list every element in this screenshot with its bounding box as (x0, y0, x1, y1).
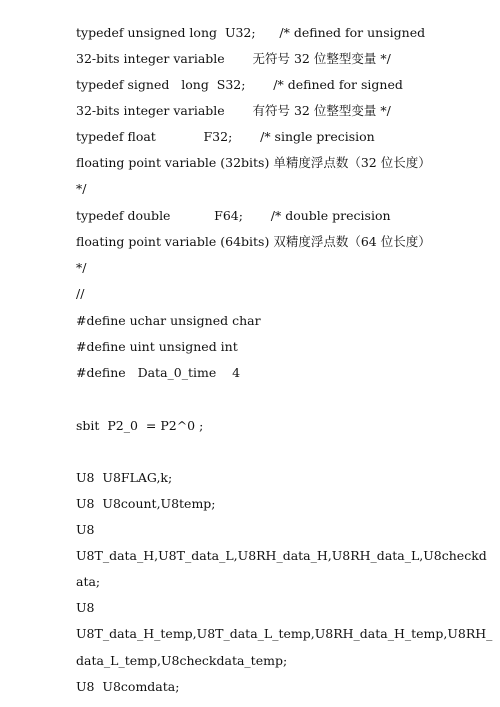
code-line-u8-data-vars-cont: ata; (76, 574, 101, 589)
code-line-typedef-f32: typedef float F32; /* single precision (76, 129, 375, 144)
code-line-typedef-u32: typedef unsigned long U32; /* defined for unsigned (76, 25, 426, 40)
code-line-sbit-p2: sbit P2_0 = P2^0 ; (76, 418, 204, 433)
code-line-u32-comment: 32-bits integer variable 无符号 32 位整型变量 */ (76, 51, 391, 66)
code-line-typedef-s32: typedef signed long S32; /* defined for signed (76, 77, 403, 92)
code-line-u8-count: U8 U8count,U8temp; (76, 496, 216, 511)
code-line-f32-comment: floating point variable (32bits) 单精度浮点数（32 位长度） (76, 155, 431, 170)
code-line-f32-comment-end: */ (76, 181, 87, 196)
code-line-f64-comment: floating point variable (64bits) 双精度浮点数（64 位长度） (76, 234, 431, 249)
code-line-u8-temp-vars: U8T_data_H_temp,U8T_data_L_temp,U8RH_data_H_temp,U8RH_ (76, 626, 493, 641)
code-line-u8-type: U8 (76, 522, 95, 537)
code-line-f64-comment-end: */ (76, 260, 87, 275)
code-line-define-data-time: #define Data_0_time 4 (76, 365, 241, 380)
code-line-u8-data-vars: U8T_data_H,U8T_data_L,U8RH_data_H,U8RH_data_L,U8checkd (76, 548, 487, 563)
code-line-u8-flag: U8 U8FLAG,k; (76, 470, 173, 485)
code-line-define-uint: #define uint unsigned int (76, 339, 238, 354)
code-line-typedef-f64: typedef double F64; /* double precision (76, 208, 391, 223)
code-line-u8-type-2: U8 (76, 600, 95, 615)
code-line-s32-comment: 32-bits integer variable 有符号 32 位整型变量 */ (76, 103, 391, 118)
code-line-u8-comdata: U8 U8comdata; (76, 679, 180, 694)
code-line-u8-temp-vars-cont: data_L_temp,U8checkdata_temp; (76, 653, 288, 668)
code-line-comment-slashes: // (76, 286, 85, 301)
code-line-define-uchar: #define uchar unsigned char (76, 313, 261, 328)
